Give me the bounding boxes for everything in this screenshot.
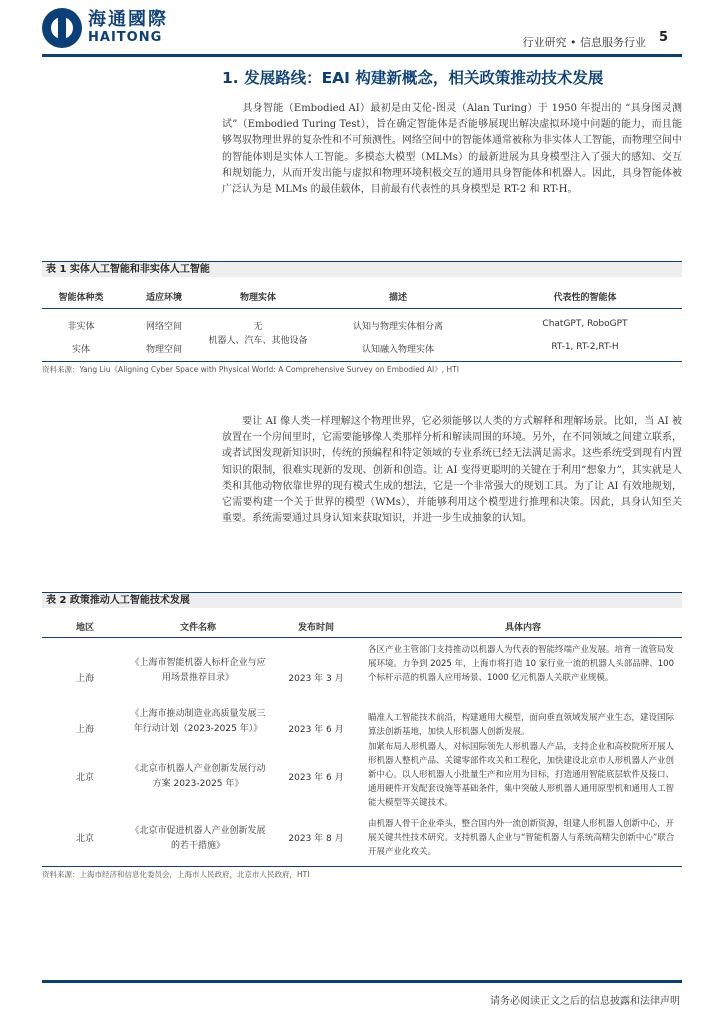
table2-header-date: 发布时间 — [297, 623, 334, 633]
table1-cell: 实体 — [71, 345, 90, 355]
table1-header-entity: 物理实体 — [239, 293, 276, 303]
table1-header-rep: 代表性的智能体 — [553, 293, 617, 303]
table2-date: 2023 年 3 月 — [288, 674, 344, 684]
table2-region: 上海 — [75, 674, 94, 684]
table1-cell: 物理空间 — [145, 345, 182, 355]
table1-cell: ChatGPT, RoboGPT — [542, 319, 628, 329]
table2-date: 2023 年 6 月 — [288, 773, 344, 783]
table2-date: 2023 年 8 月 — [288, 834, 344, 844]
table1-cell: 无 — [253, 322, 263, 332]
table1-cell: 机器人、汽车、其他设备 — [208, 336, 308, 346]
table1-cell: RT-1, RT-2,RT-H — [551, 342, 619, 352]
section-title: 1. 发展路线：EAI 构建新概念，相关政策推动技术发展 — [222, 69, 604, 87]
table2-region: 北京 — [75, 834, 94, 844]
table2-content: 由机器人骨干企业牵头，整合国内外一流创新资源，组建人形机器人创新中心，开展关键共性技术研究。支持机器人企业与“智能机器人与系统高精尖创新中心”联合开展产业化攻关。 — [368, 819, 675, 857]
table2-rule — [42, 637, 682, 638]
table2-doc: 《北京市机器人产业创新发展行动方案 2023-2025 年》 — [130, 764, 266, 789]
table1-bottom-rule — [42, 361, 682, 362]
table2-source: 资料来源：上海市经济和信息化委员会，上海市人民政府，北京市人民政府，HTI — [42, 870, 310, 879]
legal-disclaimer: 请务必阅读正文之后的信息披露和法律声明 — [490, 996, 680, 1007]
table1-header-env: 适应环境 — [145, 293, 182, 303]
table1-header-desc: 描述 — [388, 293, 407, 303]
table2-header-content: 具体内容 — [504, 623, 541, 633]
table1-cell: 认知融入物理实体 — [361, 345, 434, 355]
logo-chinese-name: 海通國際 — [88, 9, 168, 30]
table1-source: 资料来源：Yang Liu《Aligning Cyber Space with Physical World: A Comprehensive Survey on Embodied AI》, HTI — [42, 365, 459, 374]
body-paragraph-text: 要让 AI 像人类一样理解这个物理世界，它必须能够以人类的方式解释和理解场景。比如，当 AI 被放置在一个房间里时，它需要能够像人类那样分析和解读周围的环境。另外，在不同领域之间建立联系，或者试图发现新知识时，传统的预编程和特定领域的专业系统已经无法满足需求。这些系统受到现有内置知识的限制，很难实现新的发现、创新和创造。让 AI 变得更聪明的关键在于利用“想象力”，其实就是人类和其他动物依靠世界的现有模式生成的想法，它是一个非常强大的规划工具。为了让 AI 有效地规划，它需要构建一个关于世界的模型（WMs），并能够利用这个模型进行推理和决策。因此，具身认知至关重要。系统需要通过具身认知来获取知识，并进一步生成抽象的认知。 — [222, 416, 682, 525]
table1-cell: 非实体 — [67, 322, 95, 332]
intro-paragraph — [222, 101, 682, 198]
table2-content: 加紧布局人形机器人，对标国际领先人形机器人产品，支持企业和高校院所开展人形机器人整机产品、关键零部件攻关和工程化，加快建设北京市人形机器人产业创新中心。以人形机器人小批量生产和应用为目标，打造通用智能底层软件及接口、通用硬件开发配套设施等基础条件，集中突破人形机器人通用原型机和通用人工智能大模型等关键技术。 — [368, 742, 675, 808]
table2-title: 表 2 政策推动人工智能技术发展 — [42, 592, 682, 608]
table1-cell: 认知与物理实体相分离 — [352, 322, 443, 332]
body-paragraph — [222, 414, 682, 527]
company-logo — [42, 8, 168, 48]
table2-doc: 《北京市促进机器人产业创新发展的若干措施》 — [130, 826, 266, 851]
table1-header-type: 智能体种类 — [58, 293, 104, 303]
page-number: 5 — [658, 30, 668, 45]
table2-bottom-rule — [42, 866, 682, 867]
table1-rule — [42, 308, 682, 309]
header-rule — [42, 54, 682, 57]
table2-content: 瞄准人工智能技术前沿，构建通用大模型，面向垂直领域发展产业生态，建设国际算法创新基地，加快人形机器人创新发展。 — [368, 713, 675, 737]
logo-english-name: HAITONG — [88, 30, 163, 45]
report-category: 行业研究 • 信息服务行业 — [522, 36, 646, 49]
table2-doc: 《上海市智能机器人标杆企业与应用场景推荐目录》 — [130, 658, 266, 683]
table1-cell: 网络空间 — [145, 322, 182, 332]
haitong-logo-icon — [42, 8, 82, 48]
table2-header-region: 地区 — [75, 623, 94, 633]
table2-region: 北京 — [75, 773, 94, 783]
intro-paragraph-text: 具身智能（Embodied AI）最初是由艾伦-图灵（Alan Turing）于 1950 年提出的 “具身图灵测试”（Embodied Turing Test），旨在确定智能体是否能够展现出解决虚拟环境中问题的能力，而且能够驾驭物理世界的复杂性和不可预测性。网络空间中的智能体通常被称为非实体人工智能，而物理空间中的智能体则是实体人工智能。多模态大模型（MLMs）的最新进展为具身模型注入了强大的感知、交互和规划能力，从而开发出能与虚拟和物理环境积极交互的通用具身智能体和机器人。因此，具身智能体被广泛认为是 MLMs 的最佳载体，目前最有代表性的具身模型是 RT-2 和 RT-H。 — [222, 103, 682, 196]
table1-title: 表 1 实体人工智能和非实体人工智能 — [42, 261, 682, 277]
table2-doc: 《上海市推动制造业高质量发展三年行动计划（2023-2025 年）》 — [130, 709, 266, 734]
footer-rule — [42, 980, 682, 983]
table2-date: 2023 年 6 月 — [288, 725, 344, 735]
table2-content: 各区产业主管部门支持推动以机器人为代表的智能终端产业发展。培育一流管局发展环境。力争到 2025 年，上海市将打造 10 家行业一流的机器人头部品牌、100 个标杆示范的机器人应用场景、1000 亿元机器人关联产业规模。 — [368, 645, 675, 683]
table2-region: 上海 — [75, 725, 94, 735]
table2-header-doc: 文件名称 — [179, 623, 216, 633]
